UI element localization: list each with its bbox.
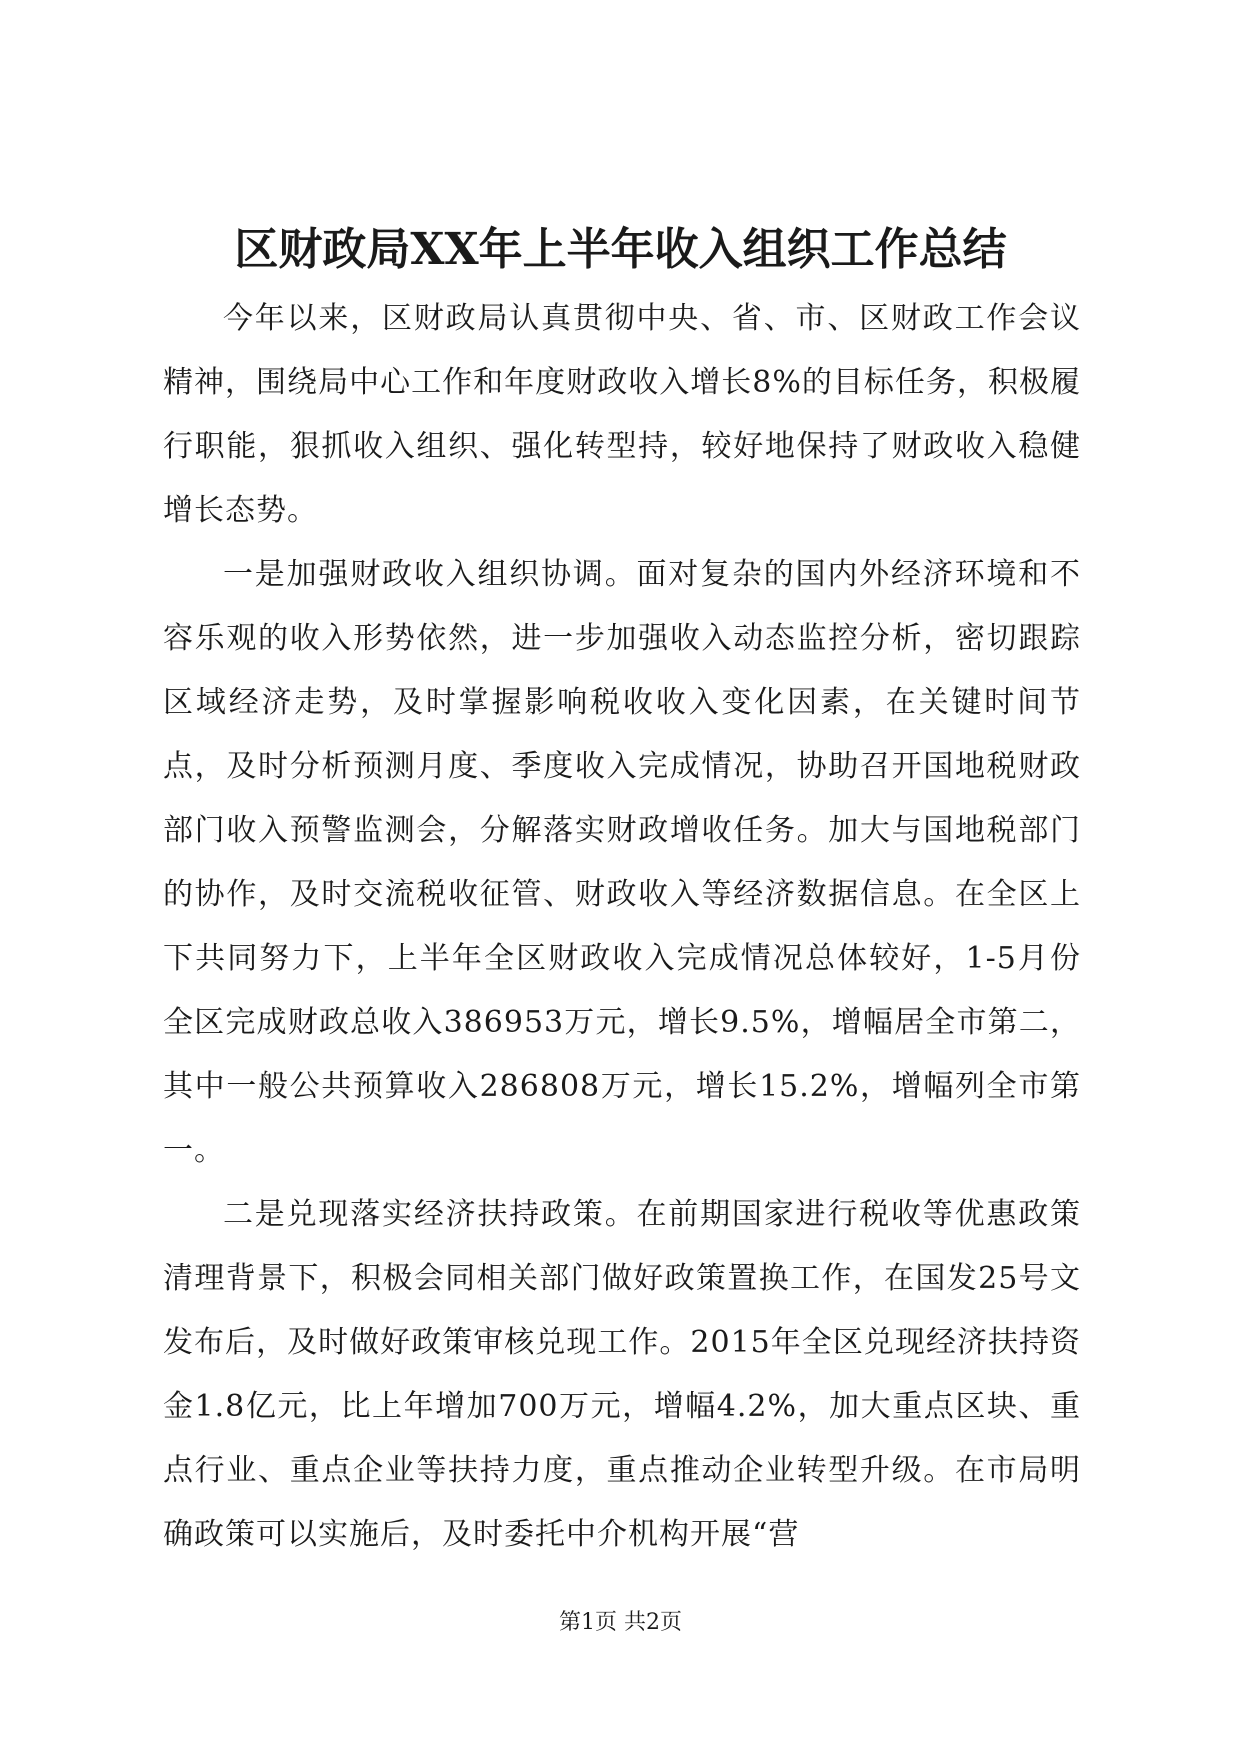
- page-number: 第1页 共2页: [559, 1610, 682, 1635]
- page-footer: [0, 1608, 1241, 1638]
- document-body: [163, 287, 1081, 1567]
- document-title: 区财政局XX年上半年收入组织工作总结: [234, 224, 1007, 275]
- paragraph-intro: 今年以来，区财政局认真贯彻中央、省、市、区财政工作会议精神，围绕局中心工作和年度财政收入增长8%的目标任务，积极履行职能，狠抓收入组织、强化转型持，较好地保持了财政收入稳健增长态势。: [163, 301, 1081, 528]
- paragraph-revenue-coordination: 一是加强财政收入组织协调。面对复杂的国内外经济环境和不容乐观的收入形势依然，进一步加强收入动态监控分析，密切跟踪区域经济走势，及时掌握影响税收收入变化因素，在关键时间节点，及时分析预测月度、季度收入完成情况，协助召开国地税财政部门收入预警监测会，分解落实财政增收任务。加大与国地税部门的协作，及时交流税收征管、财政收入等经济数据信息。在全区上下共同努力下，上半年全区财政收入完成情况总体较好，1-5月份全区完成财政总收入386953万元，增长9.5%，增幅居全市第二，其中一般公共预算收入286808万元，增长15.2%，增幅列全市第一。: [163, 557, 1081, 1168]
- paragraph-economic-support-policy: 二是兑现落实经济扶持政策。在前期国家进行税收等优惠政策清理背景下，积极会同相关部门做好政策置换工作，在国发25号文发布后，及时做好政策审核兑现工作。2015年全区兑现经济扶持资金1.8亿元，比上年增加700万元，增幅4.2%，加大重点区块、重点行业、重点企业等扶持力度，重点推动企业转型升级。在市局明确政策可以实施后，及时委托中介机构开展“营: [163, 1197, 1081, 1552]
